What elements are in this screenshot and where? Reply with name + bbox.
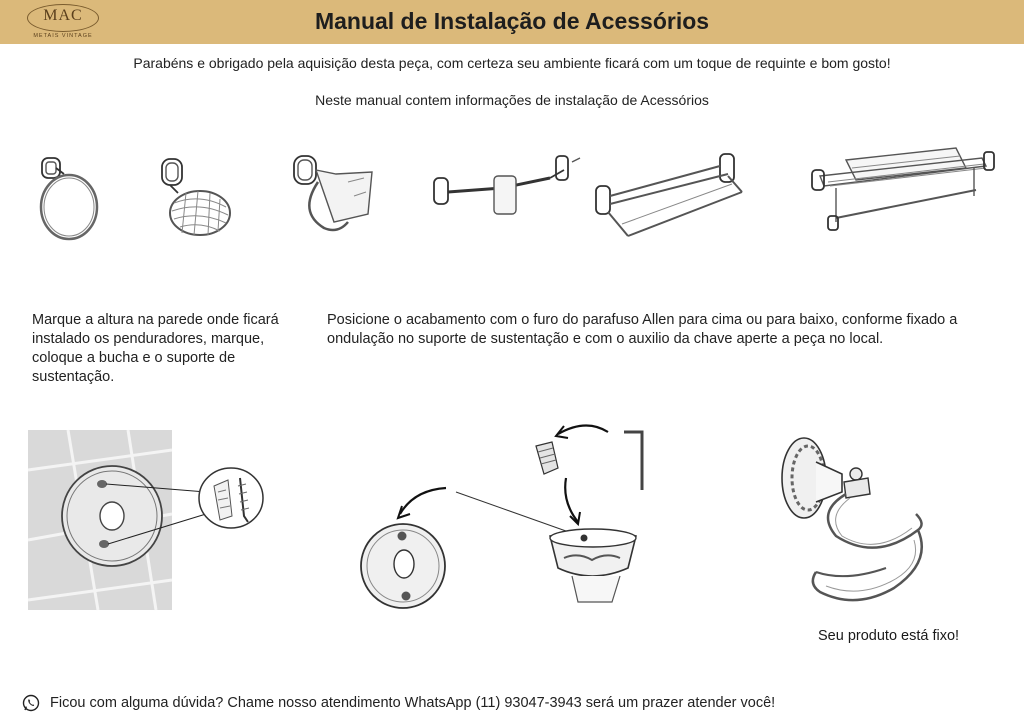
footer-text: Ficou com alguma dúvida? Chame nosso atendimento WhatsApp (11) 93047-3943 será um prazer atender você! (50, 695, 776, 711)
soap-dish-icon (156, 155, 236, 245)
step-2-text: Posicione o acabamento com o furo do parafuso Allen para cima ou para baixo, conforme fixado a ondulação no suporte de sustentação e com o auxilio da chave aperte a peça no local. (327, 312, 958, 347)
logo-subtitle: METAIS VINTAGE (33, 33, 93, 39)
intro-description: Neste manual contem informações de instalação de Acessórios (315, 92, 709, 108)
hair-dryer-holder-illustration (776, 432, 936, 612)
whatsapp-icon (22, 694, 40, 712)
double-towel-bar-icon (592, 152, 752, 240)
allen-screw-illustration (358, 418, 668, 642)
logo-text: MAC (43, 7, 83, 24)
footer-contact (22, 694, 1012, 712)
header-bar (0, 0, 1024, 44)
step-3-text: Seu produto está fixo! (818, 628, 960, 644)
towel-shelf-icon (806, 140, 996, 246)
wall-mount-illustration (28, 430, 273, 612)
page-title: Manual de Instalação de Acessórios (314, 8, 710, 34)
hand-towel-bar-icon (432, 152, 582, 214)
towel-ring-icon (36, 152, 106, 244)
step-1-text: Marque a altura na parede onde ficará instalado os penduradores, marque, coloque a bucha e o suporte de sustentação. (32, 312, 279, 385)
toilet-paper-holder-icon (288, 152, 384, 240)
intro-thanks: Parabéns e obrigado pela aquisição desta peça, com certeza seu ambiente ficará com um toque de requinte e bom gosto! (133, 55, 891, 71)
